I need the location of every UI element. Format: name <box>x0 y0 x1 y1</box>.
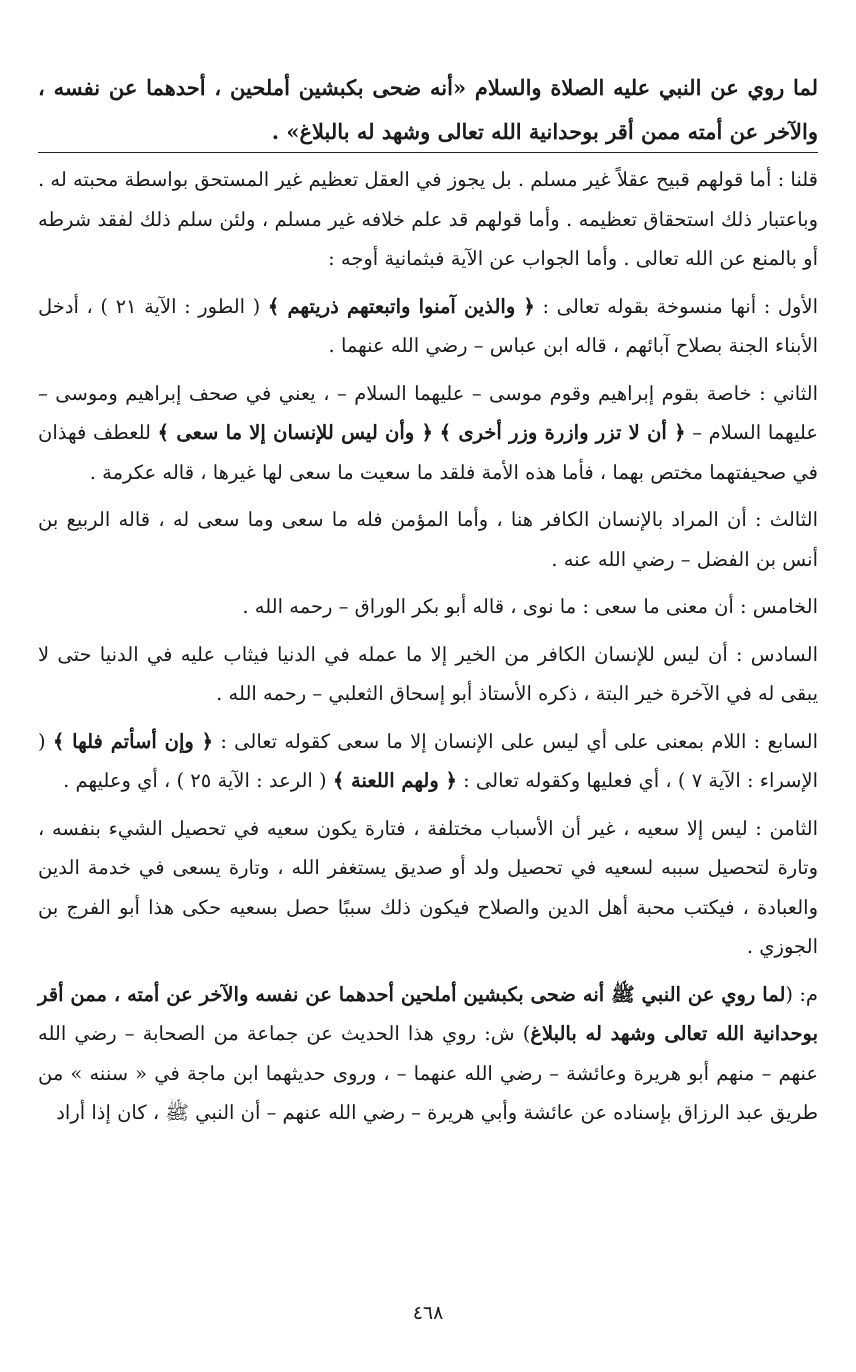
paragraph-qulna: قلنا : أما قولهم قبيح عقلاً غير مسلم . بل يجوز في العقل تعظيم غير المستحق بواسطة محبته له . وباعتبار ذلك استحقاق تعظيمه . وأما قولهم قد علم خلافه غير مسلم ، ولئن سلم ذلك لفقد شرطه أو بالمنع عن الله تعالى . وأما الجواب عن الآية فبثمانية أوجه : <box>38 168 818 270</box>
quran-quote: ﴿ والذين آمنوا واتبعتهم ذريتهم ﴾ <box>267 294 535 318</box>
paragraph-eighth: الثامن : ليس إلا سعيه ، غير أن الأسباب مختلفة ، فتارة يكون سعيه في تحصيل الشيء بنفسه ، وتارة لتحصيل سببه لسعيه في تحصيل ولد أو صديق يستغفر الله ، وتارة يسعى في خدمة الدين والعبادة ، فيكتب محبة أهل الدين والصلاح فيكون ذلك سببًا حصل بسعيه حكى هذا أبو الفرج بن الجوزي . <box>38 816 818 958</box>
matn-text: لما روي عن النبي عليه الصلاة والسلام «أنه ضحى بكبشين أملحين ، أحدهما عن نفسه ، والآخر عن أمته ممن أقر بوحدانية الله تعالى وشهد له بالبلاغ» . <box>38 75 818 144</box>
paragraph-seventh: السابع : اللام بمعنى على أي ليس على الإنسان إلا ما سعى كقوله تعالى : ﴿ وإن أسأتم فلها ﴾ ( الإسراء : الآية ٧ ) ، أي فعليها وكقوله تعالى : ﴿ ولهم اللعنة ﴾ ( الرعد : الآية ٢٥ ) ، أي وعليهم . <box>38 729 818 792</box>
paragraph-second: الثاني : خاصة بقوم إبراهيم وقوم موسى – عليهما السلام – ، يعني في صحف إبراهيم وموسى – عليهما السلام – ﴿ أن لا تزر وازرة وزر أخرى ﴾ ﴿ وأن ليس للإنسان إلا ما سعى ﴾ للعطف فهذان في صحيفتهما مختص بهما ، فأما هذه الأمة فلقد ما سعيت ما سعى لها غيرها ، قاله عكرمة . <box>38 381 818 484</box>
commentary-body <box>38 160 818 1141</box>
paragraph-hadith: م: (لما روي عن النبي ﷺ أنه ضحى بكبشين أملحين أحدهما عن نفسه والآخر عن أمته ، ممن أقر بوحدانية الله تعالى وشهد له بالبلاغ) ش: روي هذا الحديث عن جماعة من الصحابة – رضي الله عنهم – منهم أبو هريرة وعائشة – رضي الله عنهما – ، وروى حديثهما ابن ماجة في « سننه » من طريق عبد الرزاق بإسناده عن عائشة وأبي هريرة – رضي الله عنهم – أن النبي ﷺ ، كان إذا أراد <box>38 982 818 1124</box>
quran-quote: ﴿ وإن أسأتم فلها ﴾ <box>52 729 214 753</box>
quran-quote: ﴿ وأن ليس للإنسان إلا ما سعى ﴾ <box>157 421 433 444</box>
paragraph-fifth: الخامس : أن معنى ما سعى : ما نوى ، قاله أبو بكر الوراق – رحمه الله . <box>242 595 818 618</box>
separator-rule <box>38 152 818 153</box>
page-number: ٤٦٨ <box>412 1302 444 1324</box>
hadith-quote: لما روي عن النبي ﷺ أنه ضحى بكبشين أملحين أحدهما عن نفسه والآخر عن أمته ، ممن أقر بوحدانية الله تعالى وشهد له بالبلاغ <box>38 982 818 1045</box>
quran-quote: ﴿ أن لا تزر وازرة وزر أخرى ﴾ <box>439 421 686 444</box>
quran-quote: ﴿ ولهم اللعنة ﴾ <box>332 769 457 792</box>
paragraph-first: الأول : أنها منسوخة بقوله تعالى : ﴿ والذين آمنوا واتبعتهم ذريتهم ﴾ ( الطور : الآية ٢١ ) ، أدخل الأبناء الجنة بصلاح آبائهم ، قاله ابن عباس – رضي الله عنهما . <box>38 294 819 357</box>
paragraph-third: الثالث : أن المراد بالإنسان الكافر هنا ، وأما المؤمن فله ما سعى وما سعى له ، قاله الربيع بن أنس بن الفضل – رضي الله عنه . <box>38 508 818 571</box>
paragraph-sixth: السادس : أن ليس للإنسان الكافر من الخير إلا ما عمله في الدنيا فيثاب عليه في الدنيا حتى لا يبقى له في الآخرة خير البتة ، ذكره الأستاذ أبو إسحاق الثعلبي – رحمه الله . <box>38 642 818 705</box>
